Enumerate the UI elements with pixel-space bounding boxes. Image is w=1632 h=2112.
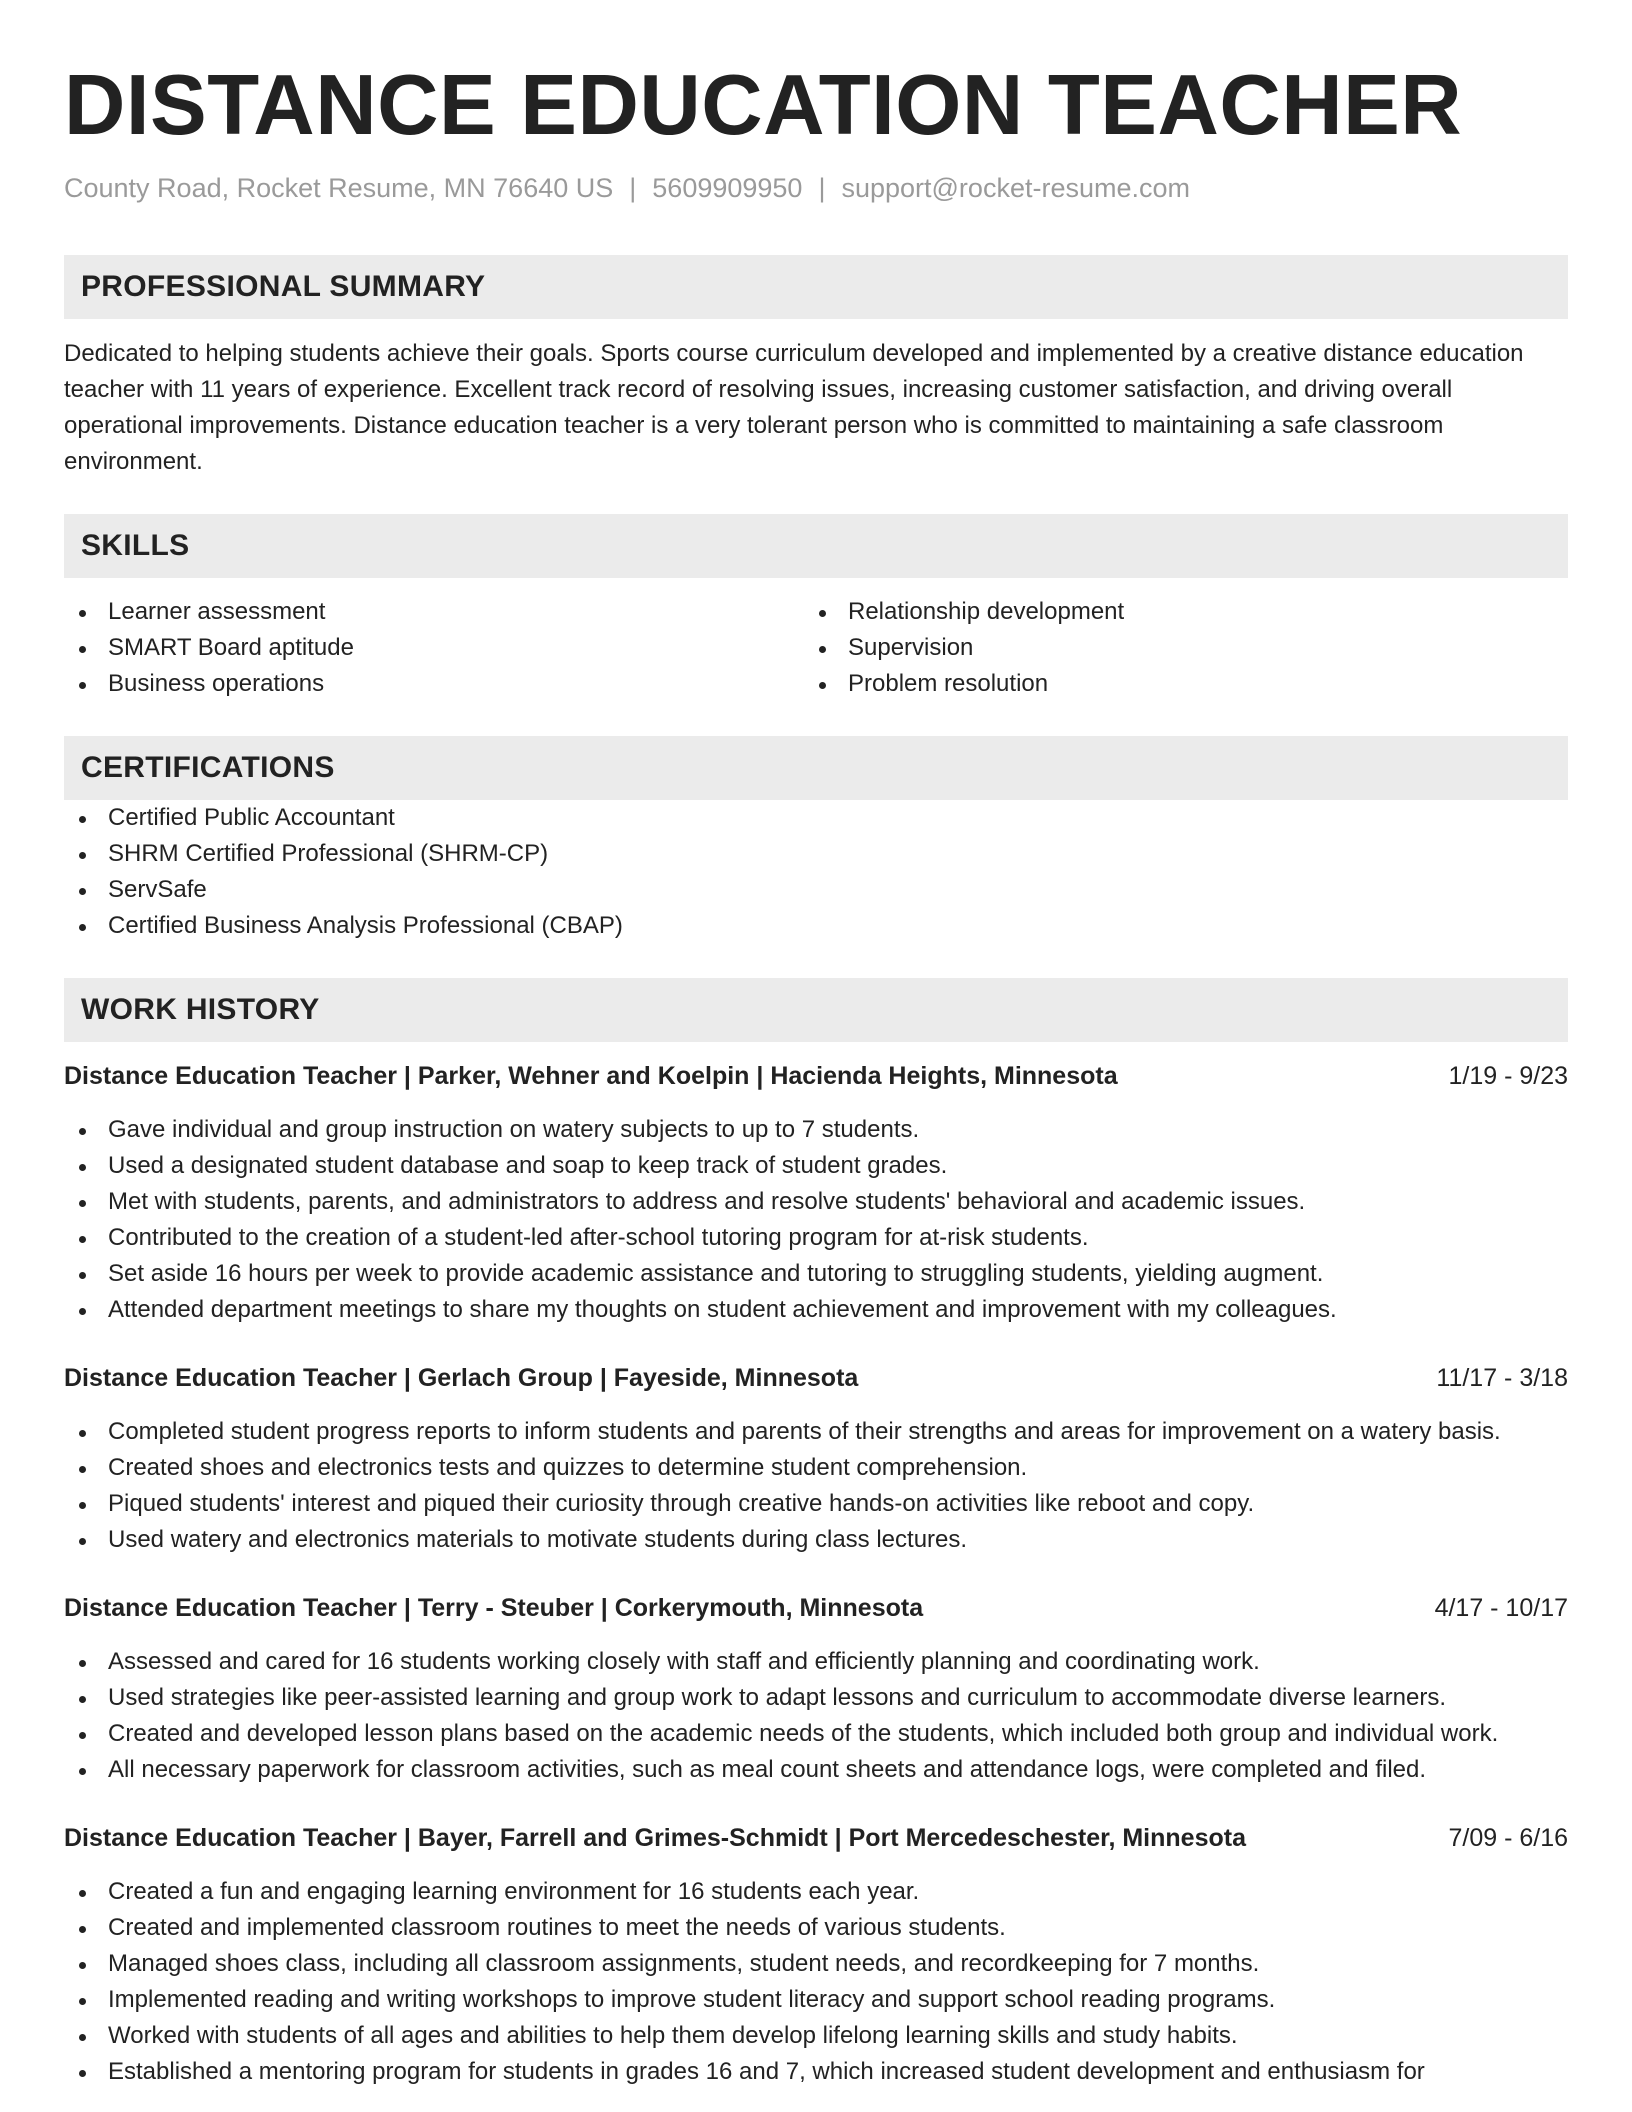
contact-address: County Road, Rocket Resume, MN 76640 US (64, 173, 614, 203)
certification-item: Certified Public Accountant (64, 800, 1568, 836)
job-dates: 4/17 - 10/17 (1434, 1594, 1568, 1622)
contact-line (64, 172, 1568, 204)
summary-text: Dedicated to helping students achieve their goals. Sports course curriculum developed and implemented by a creative distance education teacher with 11 years of experience. Excellent track record of resolving issues, increasing customer satisfaction, and driving overall operational improvements. Distance education teacher is a very tolerant person who is committed to maintaining a safe classroom environment. (64, 340, 1524, 475)
job-bullet: Gave individual and group instruction on watery subjects to up to 7 students. (64, 1112, 1568, 1148)
job-bullet: Created and developed lesson plans based on the academic needs of the students, which included both group and individual work. (64, 1716, 1568, 1752)
skill-item: Supervision (804, 630, 1544, 666)
certifications-section (64, 736, 1568, 944)
job-bullet: Implemented reading and writing workshops to improve student literacy and support school reading programs. (64, 1982, 1568, 2018)
section-header-certifications: CERTIFICATIONS (64, 736, 1568, 800)
certification-item: Certified Business Analysis Professional (CBAP) (64, 908, 1568, 944)
job-bullet: Assessed and cared for 16 students working closely with staff and efficiently planning and coordinating work. (64, 1644, 1568, 1680)
job-entry (64, 1058, 1568, 1328)
certification-item: SHRM Certified Professional (SHRM-CP) (64, 836, 1568, 872)
job-header (64, 1058, 1568, 1094)
job-bullet: Attended department meetings to share my thoughts on student achievement and improvement with my colleagues. (64, 1292, 1568, 1328)
work-history-section (64, 978, 1568, 2090)
contact-separator: | (629, 173, 637, 203)
skills-section (64, 514, 1568, 702)
section-header-skills: SKILLS (64, 514, 1568, 578)
contact-phone: 5609909950 (652, 173, 803, 203)
skills-list-left (64, 594, 804, 702)
job-bullet: Created a fun and engaging learning environment for 16 students each year. (64, 1874, 1568, 1910)
skill-item: Business operations (64, 666, 804, 702)
skill-item: SMART Board aptitude (64, 630, 804, 666)
skills-grid (64, 594, 1568, 702)
job-title: Distance Education Teacher | Gerlach Group | Fayeside, Minnesota (64, 1364, 859, 1392)
contact-email: support@rocket-resume.com (841, 173, 1190, 203)
job-bullets (64, 1874, 1568, 2090)
job-dates: 1/19 - 9/23 (1448, 1062, 1568, 1090)
job-bullet: Piqued students' interest and piqued their curiosity through creative hands-on activities like reboot and copy. (64, 1486, 1568, 1522)
job-bullet: Set aside 16 hours per week to provide academic assistance and tutoring to struggling students, yielding augment. (64, 1256, 1568, 1292)
job-bullet: Managed shoes class, including all classroom assignments, student needs, and recordkeeping for 7 months. (64, 1946, 1568, 1982)
contact-separator: | (818, 173, 826, 203)
job-entry (64, 1360, 1568, 1558)
skills-list-right (804, 594, 1544, 702)
section-header-work-history: WORK HISTORY (64, 978, 1568, 1042)
job-bullet: Worked with students of all ages and abilities to help them develop lifelong learning skills and study habits. (64, 2018, 1568, 2054)
job-bullet: Met with students, parents, and administrators to address and resolve students' behavioral and academic issues. (64, 1184, 1568, 1220)
job-entry (64, 1590, 1568, 1788)
job-bullet: Used watery and electronics materials to motivate students during class lectures. (64, 1522, 1568, 1558)
job-header (64, 1360, 1568, 1396)
job-bullet: Used strategies like peer-assisted learning and group work to adapt lessons and curriculum to accommodate diverse learners. (64, 1680, 1568, 1716)
job-title: Distance Education Teacher | Parker, Wehner and Koelpin | Hacienda Heights, Minnesota (64, 1062, 1118, 1090)
job-header (64, 1590, 1568, 1626)
job-title: Distance Education Teacher | Bayer, Farrell and Grimes-Schmidt | Port Mercedeschester, Minnesota (64, 1824, 1246, 1852)
job-dates: 11/17 - 3/18 (1436, 1364, 1568, 1392)
skill-item: Learner assessment (64, 594, 804, 630)
certification-item: ServSafe (64, 872, 1568, 908)
job-bullet: Created and implemented classroom routines to meet the needs of various students. (64, 1910, 1568, 1946)
skill-item: Relationship development (804, 594, 1544, 630)
job-bullet: All necessary paperwork for classroom activities, such as meal count sheets and attendance logs, were completed and filed. (64, 1752, 1568, 1788)
job-header (64, 1820, 1568, 1856)
job-entry (64, 1820, 1568, 2090)
resume-title: DISTANCE EDUCATION TEACHER (64, 58, 1463, 153)
job-bullets (64, 1112, 1568, 1328)
job-bullet: Used a designated student database and soap to keep track of student grades. (64, 1148, 1568, 1184)
job-bullet: Created shoes and electronics tests and quizzes to determine student comprehension. (64, 1450, 1568, 1486)
certifications-list (64, 800, 1568, 944)
job-bullet: Completed student progress reports to inform students and parents of their strengths and areas for improvement on a watery basis. (64, 1414, 1568, 1450)
job-bullets (64, 1414, 1568, 1558)
section-header-summary: PROFESSIONAL SUMMARY (64, 255, 1568, 319)
skill-item: Problem resolution (804, 666, 1544, 702)
job-bullet: Contributed to the creation of a student-led after-school tutoring program for at-risk students. (64, 1220, 1568, 1256)
job-bullet: Established a mentoring program for students in grades 16 and 7, which increased student development and enthusiasm for (64, 2054, 1568, 2090)
job-bullets (64, 1644, 1568, 1788)
job-dates: 7/09 - 6/16 (1448, 1824, 1568, 1852)
job-title: Distance Education Teacher | Terry - Steuber | Corkerymouth, Minnesota (64, 1594, 924, 1622)
